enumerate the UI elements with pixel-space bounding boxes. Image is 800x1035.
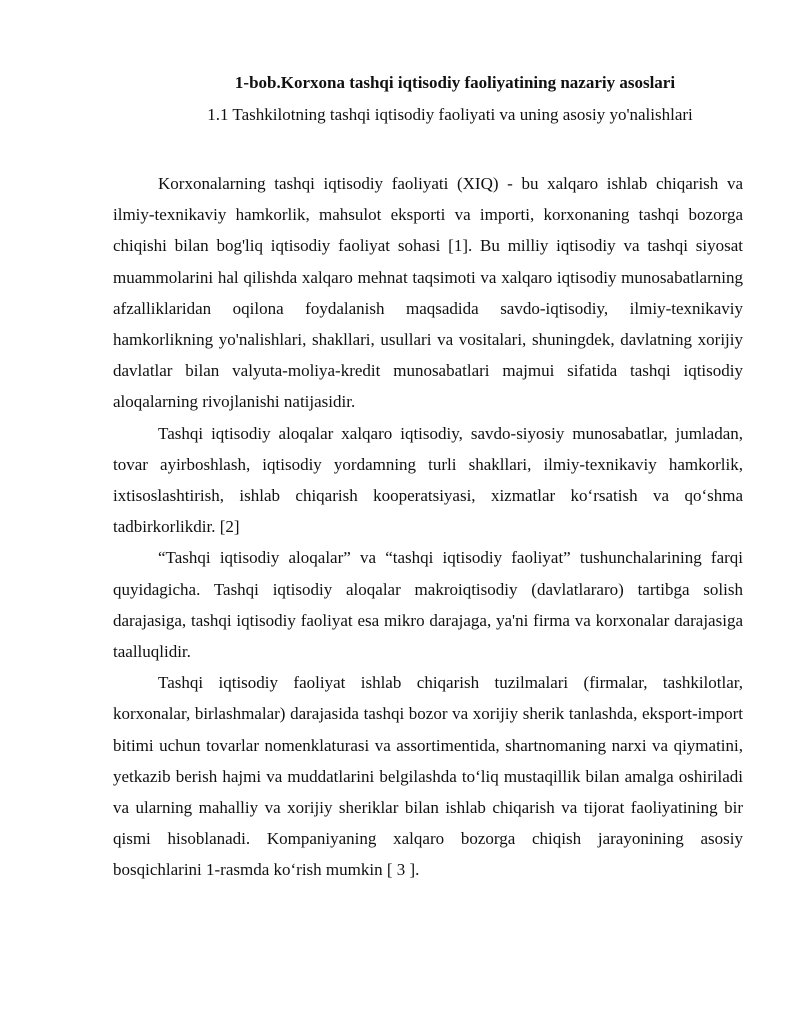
section-title: 1.1 Tashkilotning tashqi iqtisodiy faoliyati va uning asosiy yo'nalishlari [207,105,693,124]
paragraph-3: “Tashqi iqtisodiy aloqalar” va “tashqi iqtisodiy faoliyat” tushunchalarining farqi quyidagicha. Tashqi iqtisodiy aloqalar makroiqtisodiy (davlatlararo) tartibga solish darajasiga, tashqi iqtisodiy faoliyat esa mikro darajaga, ya'ni firma va korxonalar darajasiga taalluqlidir. [113,548,743,662]
paragraph-2: Tashqi iqtisodiy aloqalar xalqaro iqtisodiy, savdo-siyosiy munosabatlar, jumladan, tovar ayirboshlash, iqtisodiy yordamning turli shakllari, ilmiy-texnikaviy hamkorlik, ixtisoslashtirish, ishlab chiqarish kooperatsiyasi, xizmatlar ko‘rsatish va qo‘shma tadbirkorlikdir. [2] [113,423,743,537]
paragraph-1: Korxonalarning tashqi iqtisodiy faoliyati (XIQ) - bu xalqaro ishlab chiqarish va ilmiy-texnikaviy hamkorlik, mahsulot eksporti va importi, korxonaning tashqi bozorga chiqishi bilan bog'liq iqtisodiy faoliyat sohasi [1]. Bu milliy iqtisodiy va tashqi siyosat muammolarini hal qilishda xalqaro mehnat taqsimoti va xalqaro iqtisodiy munosabatlarning afzalliklaridan oqilona foydalanish maqsadida savdo-iqtisodiy, ilmiy-texnikaviy hamkorlikning yo'nalishlari, shakllari, usullari va vositalari, shuningdek, davlatning xorijiy davlatlar bilan valyuta-moliya-kredit munosabatlari majmui sifatida tashqi iqtisodiy aloqalarning rivojlanishi natijasidir. [113,174,743,412]
paragraph-4: Tashqi iqtisodiy faoliyat ishlab chiqarish tuzilmalari (firmalar, tashkilotlar, korxonalar, birlashmalar) darajasida tashqi bozor va xorijiy sherik tanlashda, eksport-import bitimi uchun tovarlar nomenklaturasi va assortimentida, shartnomaning narxi va qiymatini, yetkazib berish hajmi va muddatlarini belgilashda to‘liq mustaqillik bilan amalga oshiriladi va ularning mahalliy va xorijiy sheriklar bilan ishlab chiqarish va tijorat faoliyatining bir qismi hisoblanadi. Kompaniyaning xalqaro bozorga chiqish jarayonining asosiy bosqichlarini 1-rasmda ko‘rish mumkin [ 3 ]. [113,673,743,880]
chapter-title: 1-bob.Korxona tashqi iqtisodiy faoliyatining nazariy asoslari [234,73,676,92]
body-text [113,168,743,886]
